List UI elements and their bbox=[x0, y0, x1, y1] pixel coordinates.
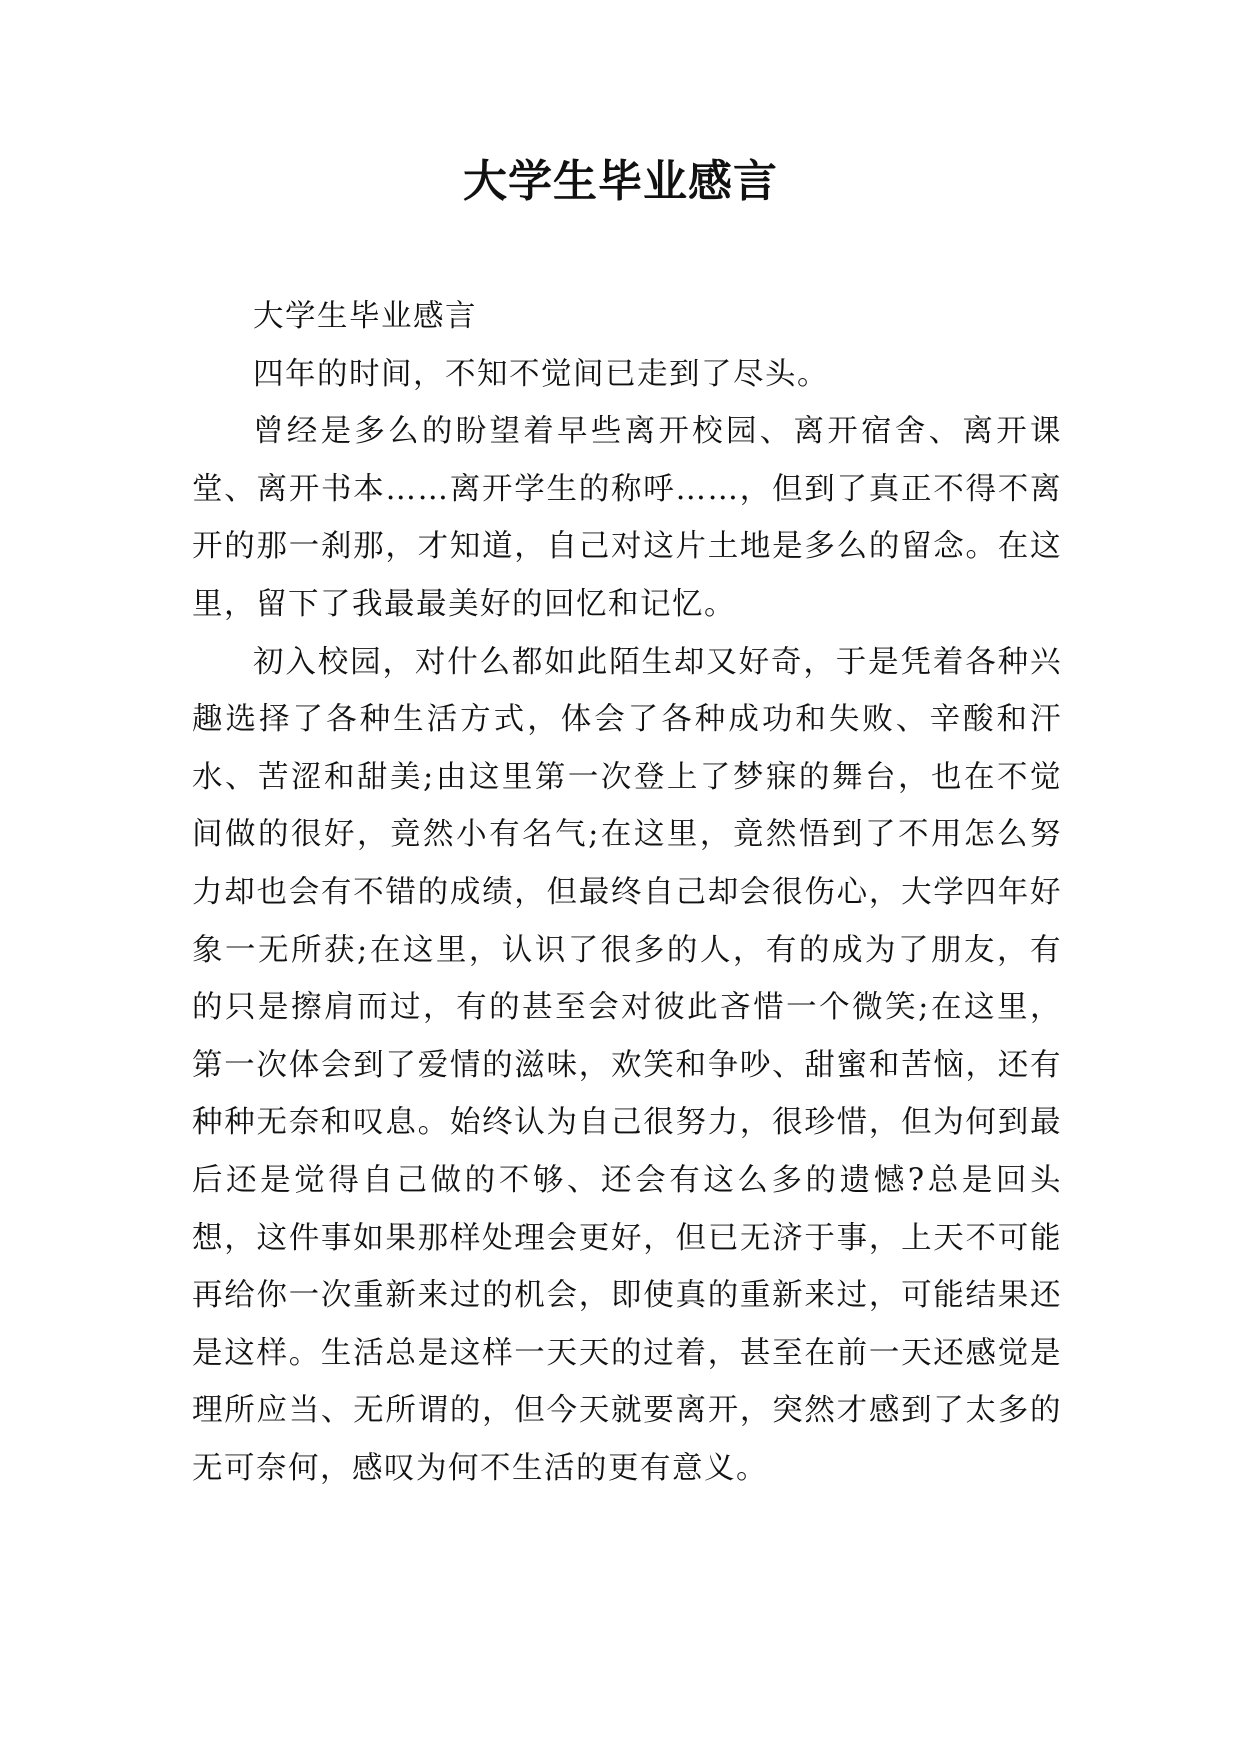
paragraph-subtitle: 大学生毕业感言 bbox=[253, 299, 477, 334]
paragraph-3: 初入校园，对什么都如此陌生却又好奇，于是凭着各种兴趣选择了各种生活方式，体会了各种成功和失败、辛酸和汗水、苦涩和甜美;由这里第一次登上了梦寐的舞台，也在不觉间做的很好，竟然小有名气;在这里，竟然悟到了不用怎么努力却也会有不错的成绩，但最终自己却会很伤心，大学四年好象一无所获;在这里，认识了很多的人，有的成为了朋友，有的只是擦肩而过，有的甚至会对彼此吝惜一个微笑;在这里，第一次体会到了爱情的滋味，欢笑和争吵、甜蜜和苦恼，还有种种无奈和叹息。始终认为自己很努力，很珍惜，但为何到最后还是觉得自己做的不够、还会有这么多的遗憾?总是回头想，这件事如果那样处理会更好，但已无济于事，上天不可能再给你一次重新来过的机会，即使真的重新来过，可能结果还是这样。生活总是这样一天天的过着，甚至在前一天还感觉是理所应当、无所谓的，但今天就要离开，突然才感到了太多的无可奈何，感叹为何不生活的更有意义。 bbox=[192, 644, 1062, 1486]
paragraph-2: 曾经是多么的盼望着早些离开校园、离开宿舍、离开课堂、离开书本……离开学生的称呼……，但到了真正不得不离开的那一刹那，才知道，自己对这片土地是多么的留念。在这里，留下了我最最美好的回忆和记忆。 bbox=[192, 414, 1062, 622]
paragraph-1: 四年的时间，不知不觉间已走到了尽头。 bbox=[253, 356, 829, 392]
document-title: 大学生毕业感言 bbox=[463, 156, 778, 207]
document-body bbox=[192, 288, 1062, 1497]
